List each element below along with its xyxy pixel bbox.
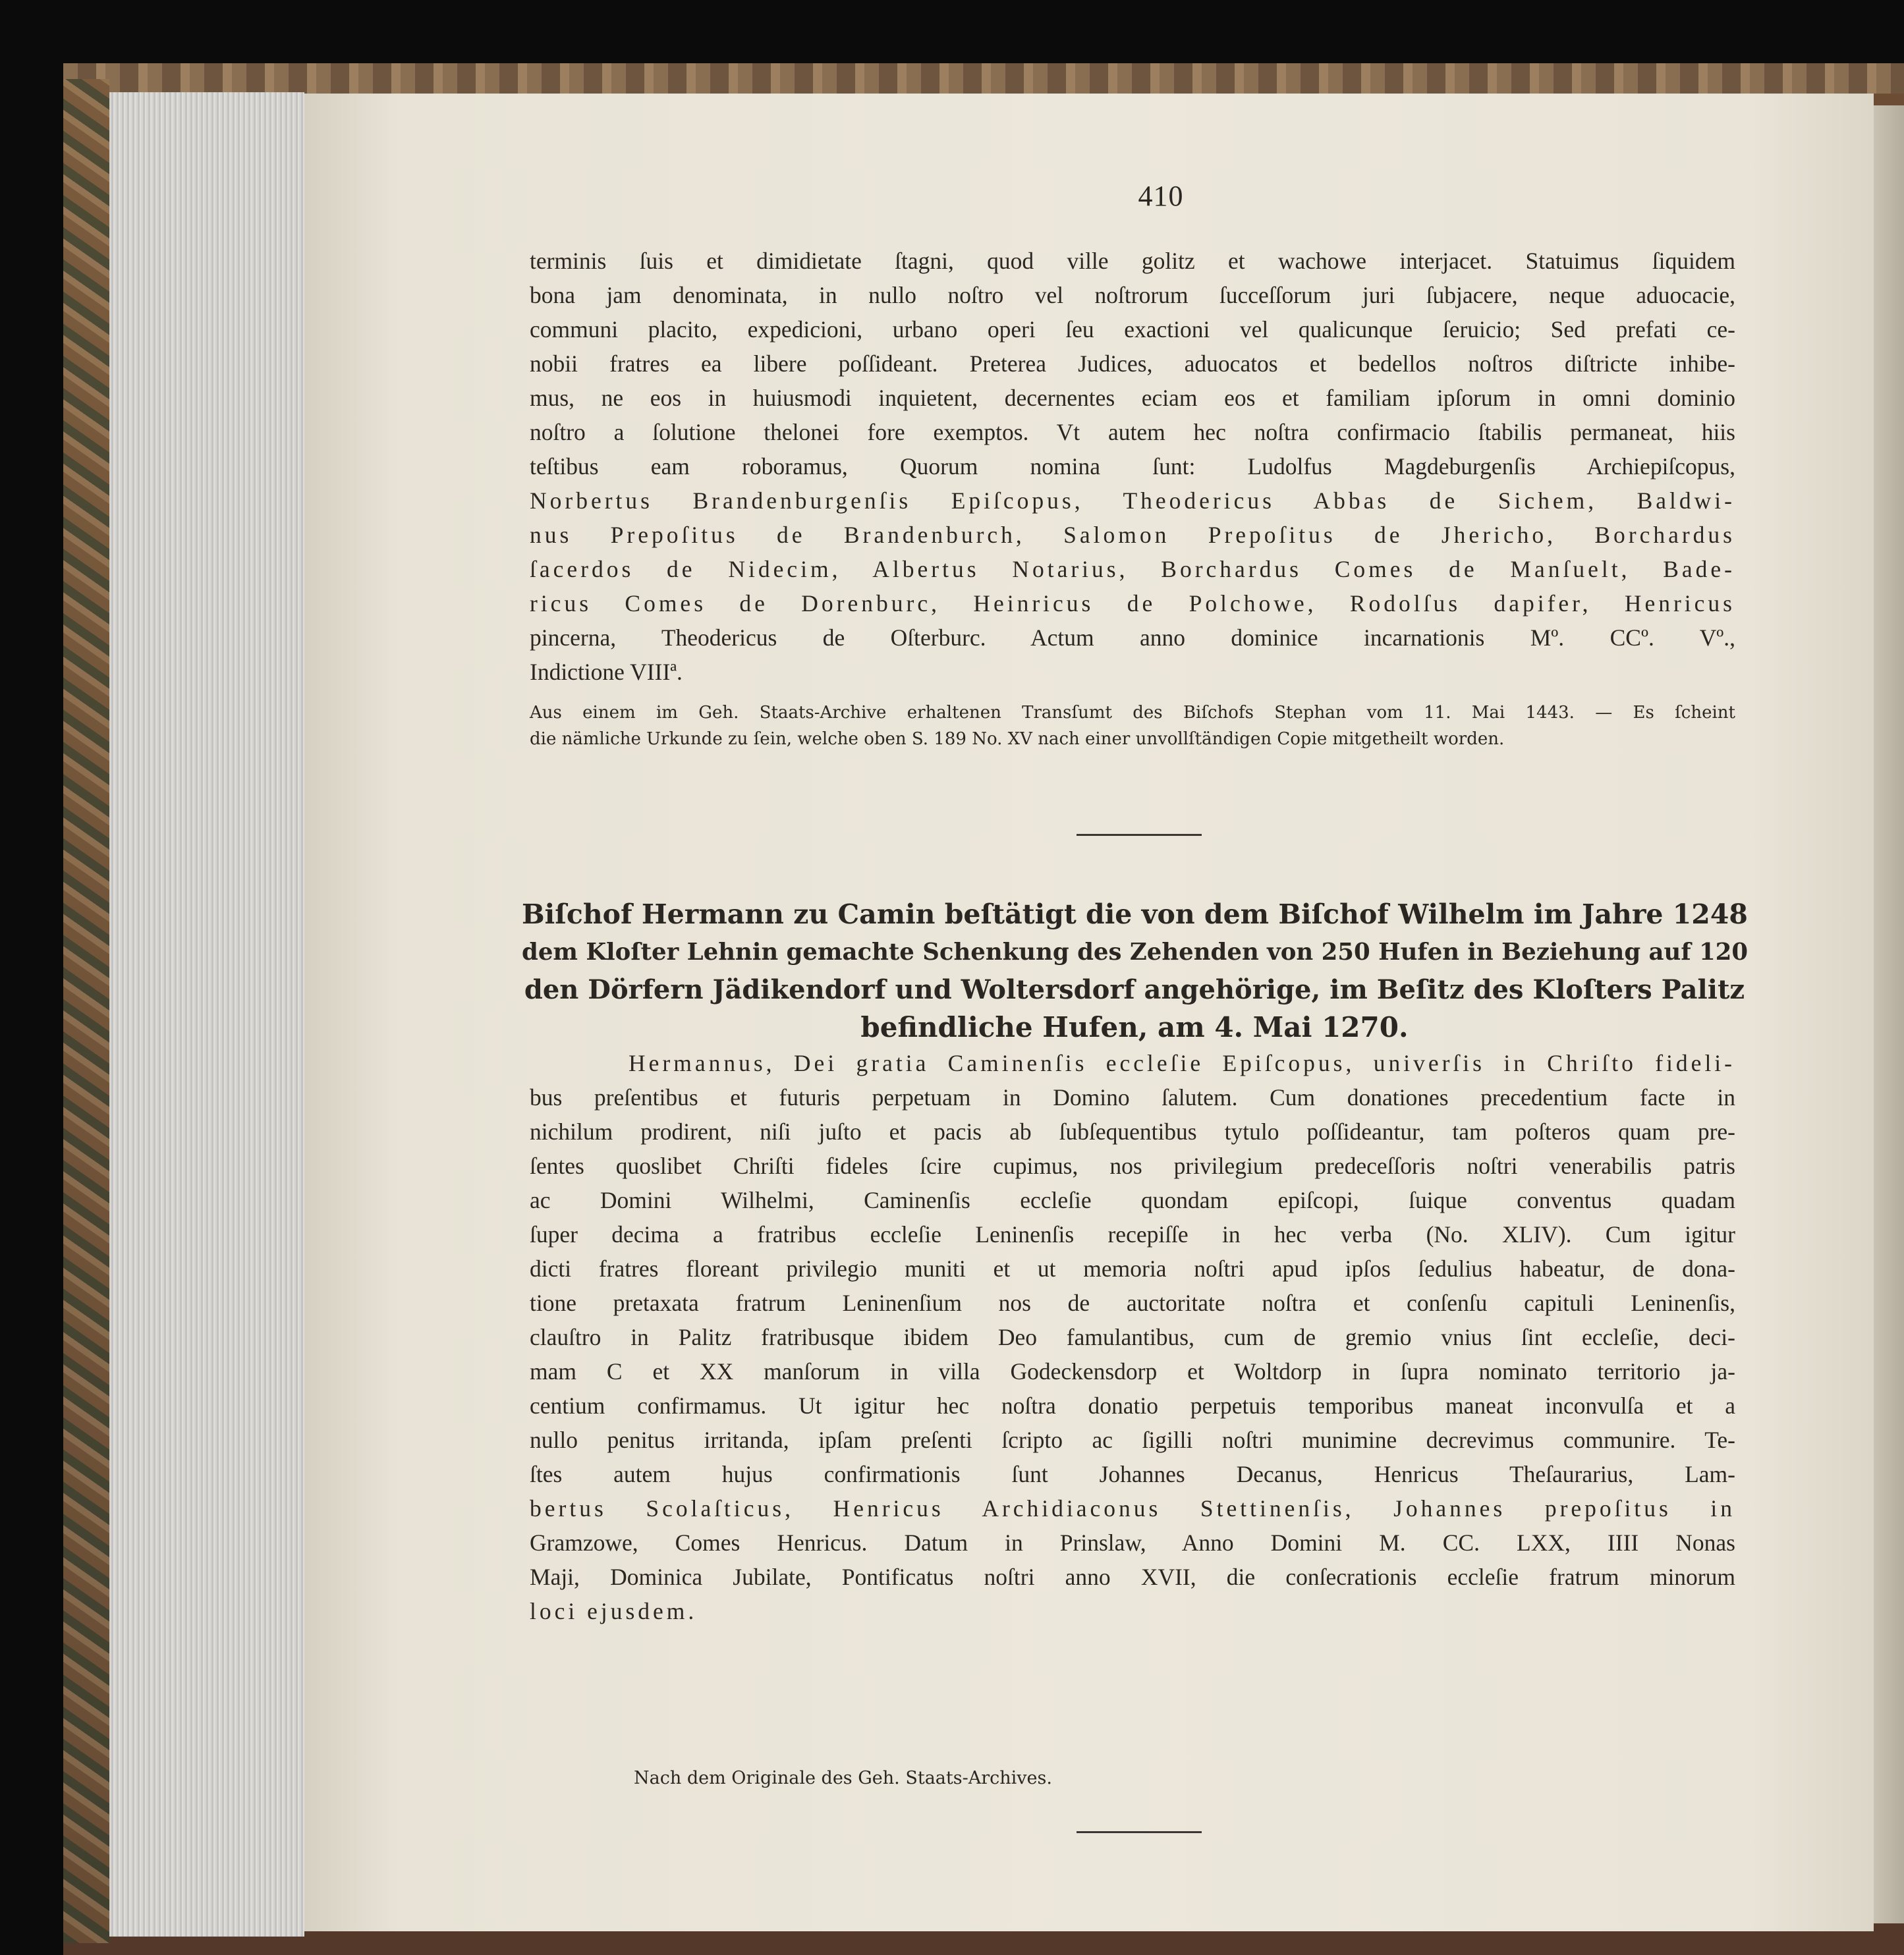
charter-2-line: Maji, Dominica Jubilate, Pontificatus noſtri anno XVII, die conſecrationis eccleſie fratrum minorum xyxy=(530,1564,1735,1590)
charter-2-line: dicti fratres floreant privilegio muniti et ut memoria noſtri apud ipſos ſedulius habeatur, de dona- xyxy=(530,1255,1735,1282)
charter-2-line: Hermannus, Dei gratia Caminenſis eccleſie Epiſcopus, univerſis in Chriſto fideli- xyxy=(629,1050,1735,1076)
charter-2-line: nullo penitus irritanda, ipſam preſenti ſcripto ac ſigilli noſtri munimine decrevimus communire. Te- xyxy=(530,1427,1735,1453)
charter-1-line: communi placito, expedicioni, urbano operi ſeu exactioni vel qualicunque ſeruicio; Sed prefati ce- xyxy=(530,316,1735,343)
heading-line: Biſchof Hermann zu Camin beſtätigt die von dem Biſchof Wilhelm im Jahre 1248 xyxy=(522,898,1748,930)
charter-1-line: noſtro a ſolutione thelonei fore exemptos. Vt autem hec noſtra confirmacio ſtabilis permaneat, hiis xyxy=(530,419,1735,445)
charter-1-line: pincerna, Theodericus de Oſterburc. Actum anno dominice incarnationis Mº. CCº. Vº., xyxy=(530,624,1735,651)
charter-2-line: ſuper decima a fratribus eccleſie Leninenſis recepiſſe in hec verba (No. XLIV). Cum igitur xyxy=(530,1221,1735,1248)
section-divider-bottom xyxy=(1077,1831,1202,1833)
charter-1-line: nobii fratres ea libere poſſideant. Preterea Judices, aduocatos et bedellos noſtros diſtricte inhibe- xyxy=(530,350,1735,377)
charter-2-line: nichilum prodirent, niſi juſto et pacis ab ſubſequentibus tytulo poſſideantur, tam poſteros quam pre- xyxy=(530,1118,1735,1145)
charter-1-line: teſtibus eam roboramus, Quorum nomina ſunt: Ludolfus Magdeburgenſis Archiepiſcopus, xyxy=(530,453,1735,480)
charter-2-line: tione pretaxata fratrum Leninenſium nos de auctoritate noſtra et conſenſu capituli Leninenſis, xyxy=(530,1290,1735,1316)
charter-1-text xyxy=(530,244,1735,689)
charter-2-line: loci ejusdem. xyxy=(530,1598,698,1624)
charter-2-line: ac Domini Wilhelmi, Caminenſis eccleſie quondam epiſcopi, ſuique conventus quadam xyxy=(530,1187,1735,1213)
heading-line: dem Kloſter Lehnin gemachte Schenkung des Zehenden von 250 Hufen in Beziehung auf 120 xyxy=(522,939,1749,966)
charter-2-text xyxy=(530,1046,1735,1628)
marbled-endpaper xyxy=(63,79,109,1943)
charter-1-line: ſacerdos de Nidecim, Albertus Notarius, Borchardus Comes de Manſuelt, Bade- xyxy=(530,556,1735,582)
charter-2-heading xyxy=(522,896,1747,1046)
charter-1-line: Norbertus Brandenburgenſis Epiſcopus, Theodericus Abbas de Sichem, Baldwi- xyxy=(530,487,1735,514)
charter-2-line: ſentes quoslibet Chriſti fideles ſcire cupimus, nos privilegium predeceſſoris noſtri venerabilis patris xyxy=(530,1153,1735,1179)
page-number: 410 xyxy=(1138,180,1184,212)
charter-2-line: ſtes autem hujus confirmationis ſunt Johannes Decanus, Henricus Theſaurarius, Lam- xyxy=(530,1461,1735,1487)
charter-1-line: bona jam denominata, in nullo noſtro vel noſtrorum ſucceſſorum juri ſubjacere, neque aduocacie, xyxy=(530,282,1735,308)
charter-2-line: centium confirmamus. Ut igitur hec noſtra donatio perpetuis temporibus maneat inconvulſa et a xyxy=(530,1392,1735,1419)
charter-2-source-note: Nach dem Originale des Geh. Staats-Archives. xyxy=(634,1768,1052,1788)
cover-top-edge xyxy=(63,63,1904,94)
charter-2-line: mam C et XX manſorum in villa Godeckensdorp et Woltdorp in ſupra nominato territorio ja- xyxy=(530,1358,1735,1385)
charter-2-line: clauſtro in Palitz fratribusque ibidem Deo famulantibus, cum de gremio vnius ſint eccleſie, deci- xyxy=(530,1324,1735,1350)
book-page xyxy=(304,94,1874,1931)
charter-2-line: bus preſentibus et futuris perpetuam in Domino ſalutem. Cum donationes precedentium facte in xyxy=(530,1084,1735,1111)
page-edges-stack xyxy=(109,92,304,1937)
charter-2-line: bertus Scolaſticus, Henricus Archidiaconus Stettinenſis, Johannes prepoſitus in xyxy=(530,1495,1735,1522)
charter-2-line: Gramzowe, Comes Henricus. Datum in Prinslaw, Anno Domini M. CC. LXX, IIII Nonas xyxy=(530,1529,1735,1556)
heading-line: den Dörfern Jädikendorf und Woltersdorf angehörige, im Beſitz des Kloſters Palitz xyxy=(524,974,1745,1005)
charter-1-source-note xyxy=(530,700,1735,752)
next-page-edge xyxy=(1874,105,1904,1923)
heading-line: befindliche Hufen, am 4. Mai 1270. xyxy=(860,1011,1409,1043)
charter-1-line: Indictione VIIIª. xyxy=(530,659,683,685)
charter-1-line: mus, ne eos in huiusmodi inquietent, decernentes eciam eos et familiam ipſorum in omni dominio xyxy=(530,385,1735,411)
charter-1-line: terminis ſuis et dimidietate ſtagni, quod ville golitz et wachowe interjacet. Statuimus ſiquidem xyxy=(530,248,1735,274)
charter-1-line: nus Prepoſitus de Brandenburch, Salomon Prepoſitus de Jhericho, Borchardus xyxy=(530,522,1735,548)
source-note-line: die nämliche Urkunde zu ſein, welche oben S. 189 No. XV nach einer unvollſtändigen Copie mitgetheilt worden. xyxy=(530,729,1505,749)
charter-1-line: ricus Comes de Dorenburc, Heinricus de Polchowe, Rodolſus dapifer, Henricus xyxy=(530,590,1735,617)
section-divider xyxy=(1077,834,1202,836)
source-note-line: Aus einem im Geh. Staats-Archive erhaltenen Transſumt des Biſchofs Stephan vom 11. Mai 1443. — Es ſcheint xyxy=(530,703,1735,723)
